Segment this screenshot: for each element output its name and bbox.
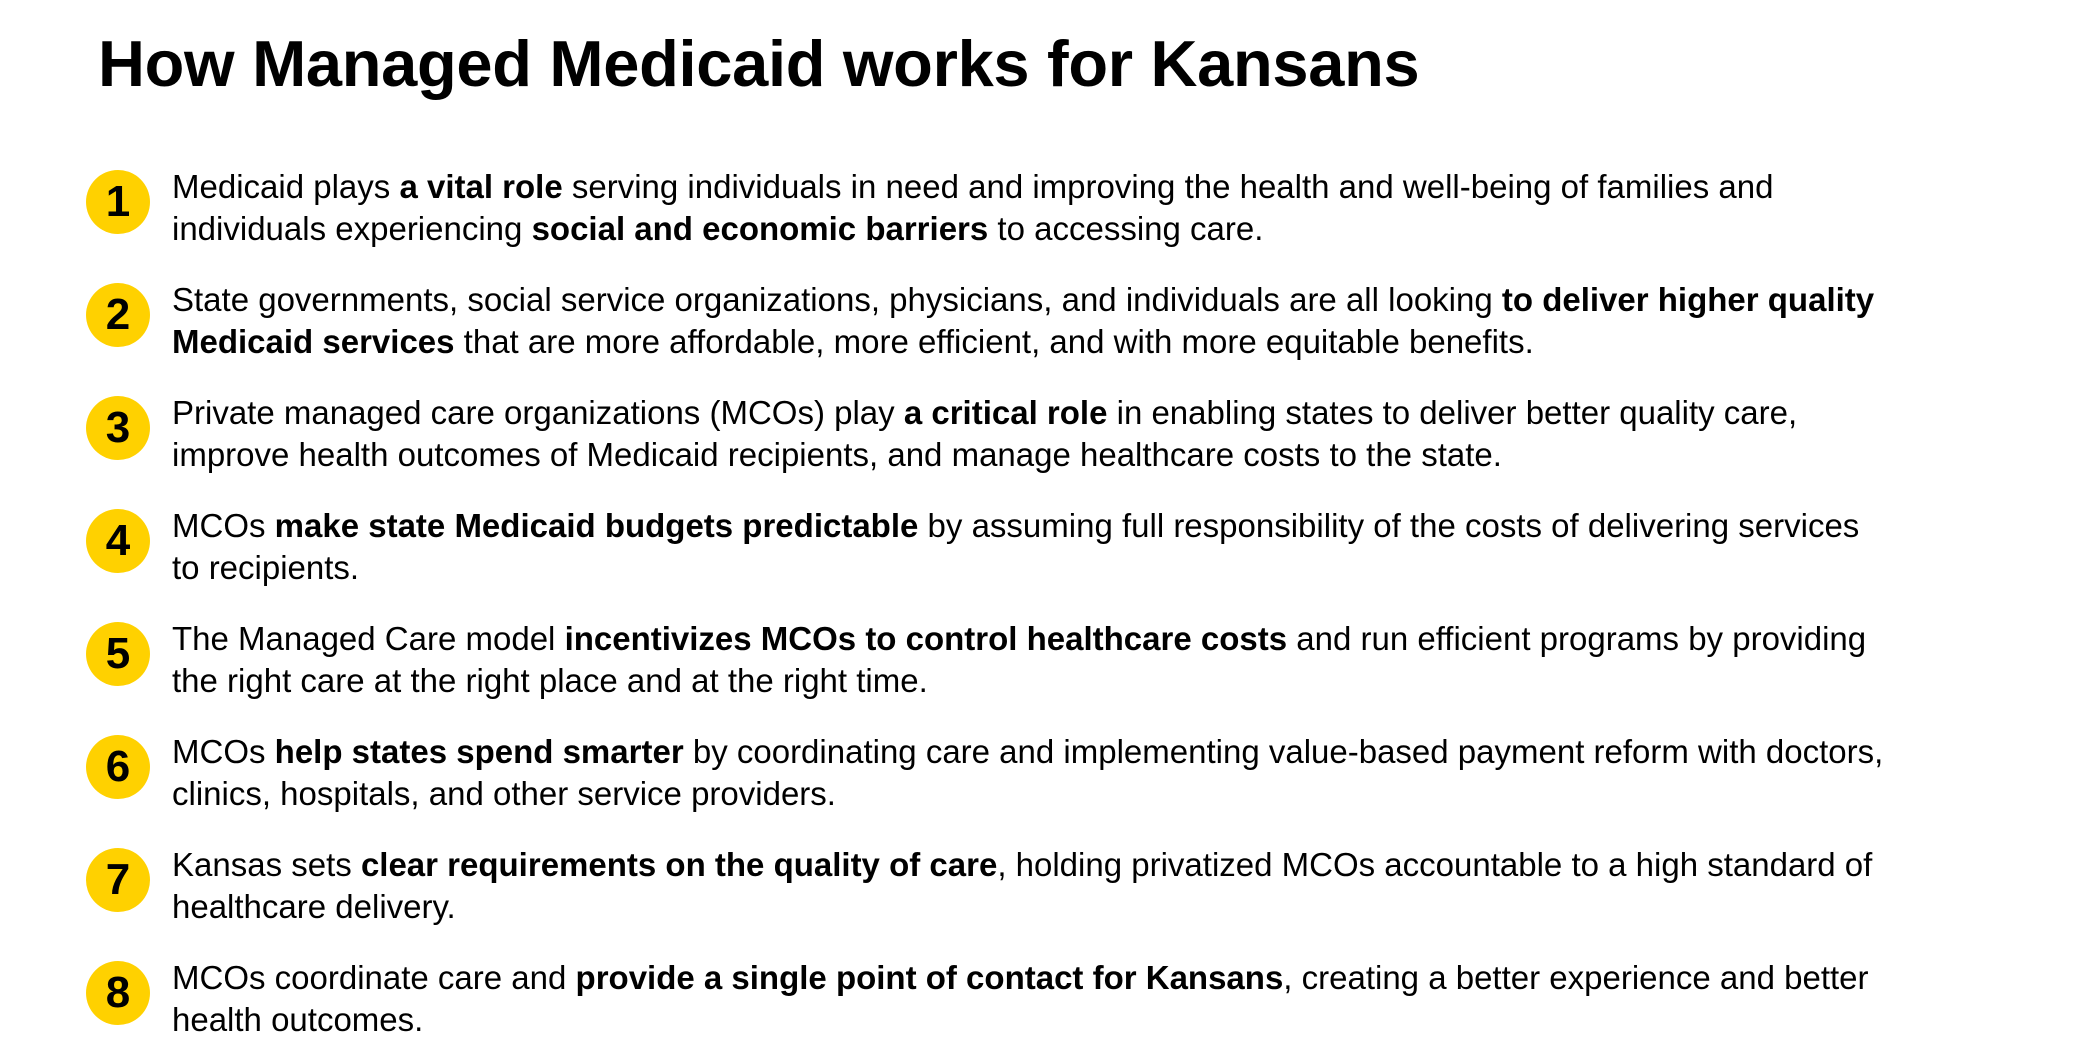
bold-phrase: clear requirements on the quality of care: [360, 846, 998, 883]
text-segment: MCOs: [172, 507, 275, 544]
text-segment: The Managed Care model: [172, 620, 565, 657]
bold-phrase: make state Medicaid budgets predictable: [274, 507, 919, 544]
number-badge: 2: [86, 283, 150, 347]
point-text-line-2: [172, 547, 2100, 589]
point-text: [172, 618, 2100, 702]
point-text-line-1: [172, 505, 2100, 547]
point-text-line-2: [172, 999, 2100, 1041]
text-segment: Kansas sets: [172, 846, 361, 883]
bold-phrase: social and economic barriers: [531, 210, 989, 247]
text-segment: individuals experiencing: [172, 210, 532, 247]
list-item-5: [86, 618, 2046, 714]
text-segment: to recipients.: [172, 549, 360, 586]
bold-phrase: Medicaid services: [172, 323, 455, 360]
page-title: How Managed Medicaid works for Kansans: [98, 27, 1420, 100]
number-badge: 5: [86, 622, 150, 686]
point-text: [172, 392, 2100, 476]
number-badge: 4: [86, 509, 150, 573]
point-text-line-2: [172, 321, 2100, 363]
list-item-6: [86, 731, 2046, 827]
text-segment: clinics, hospitals, and other service providers.: [172, 775, 836, 812]
point-text: [172, 731, 2100, 815]
text-segment: , creating a better experience and better: [1283, 959, 1869, 996]
list-item-3: [86, 392, 2046, 488]
bold-phrase: incentivizes MCOs to control healthcare costs: [564, 620, 1288, 657]
text-segment: serving individuals in need and improving the health and well-being of families and: [562, 168, 1774, 205]
point-text-line-1: [172, 166, 2100, 208]
text-segment: health outcomes.: [172, 1001, 424, 1038]
point-text-line-1: [172, 844, 2100, 886]
number-badge: 8: [86, 961, 150, 1025]
point-text-line-1: [172, 392, 2100, 434]
text-segment: by assuming full responsibility of the costs of delivering services: [918, 507, 1860, 544]
number-badge: 3: [86, 396, 150, 460]
point-text-line-1: [172, 618, 2100, 660]
point-text-line-1: [172, 279, 2100, 321]
point-text-line-2: [172, 886, 2100, 928]
text-segment: , holding privatized MCOs accountable to a high standard of: [997, 846, 1873, 883]
text-segment: State governments, social service organizations, physicians, and individuals are all looking: [172, 281, 1502, 318]
list-item-4: [86, 505, 2046, 601]
bold-phrase: a vital role: [399, 168, 563, 205]
bold-phrase: to deliver higher quality: [1501, 281, 1875, 318]
text-segment: to accessing care.: [988, 210, 1264, 247]
list-item-8: [86, 957, 2046, 1050]
number-badge: 7: [86, 848, 150, 912]
point-text-line-1: [172, 731, 2100, 773]
point-text: [172, 279, 2100, 363]
point-text: [172, 844, 2100, 928]
text-segment: and run efficient programs by providing: [1287, 620, 1867, 657]
point-text-line-2: [172, 434, 2100, 476]
text-segment: Private managed care organizations (MCOs) play: [172, 394, 904, 431]
point-text-line-2: [172, 208, 2100, 250]
text-segment: MCOs: [172, 733, 275, 770]
point-text-line-1: [172, 957, 2100, 999]
point-text: [172, 166, 2100, 250]
number-badge: 1: [86, 170, 150, 234]
text-segment: healthcare delivery.: [172, 888, 456, 925]
text-segment: MCOs coordinate care and: [172, 959, 576, 996]
list-item-1: [86, 166, 2046, 262]
text-segment: in enabling states to deliver better quality care,: [1107, 394, 1798, 431]
text-segment: the right care at the right place and at the right time.: [172, 662, 928, 699]
point-text-line-2: [172, 660, 2100, 702]
bold-phrase: help states spend smarter: [274, 733, 684, 770]
bold-phrase: a critical role: [903, 394, 1108, 431]
point-text: [172, 957, 2100, 1041]
number-badge: 6: [86, 735, 150, 799]
text-segment: that are more affordable, more efficient, and with more equitable benefits.: [454, 323, 1534, 360]
bold-phrase: provide a single point of contact for Kansans: [575, 959, 1284, 996]
list-item-7: [86, 844, 2046, 940]
text-segment: Medicaid plays: [172, 168, 400, 205]
list-item-2: [86, 279, 2046, 375]
point-text: [172, 505, 2100, 589]
text-segment: improve health outcomes of Medicaid recipients, and manage healthcare costs to the state.: [172, 436, 1502, 473]
text-segment: by coordinating care and implementing value-based payment reform with doctors,: [683, 733, 1884, 770]
point-text-line-2: [172, 773, 2100, 815]
